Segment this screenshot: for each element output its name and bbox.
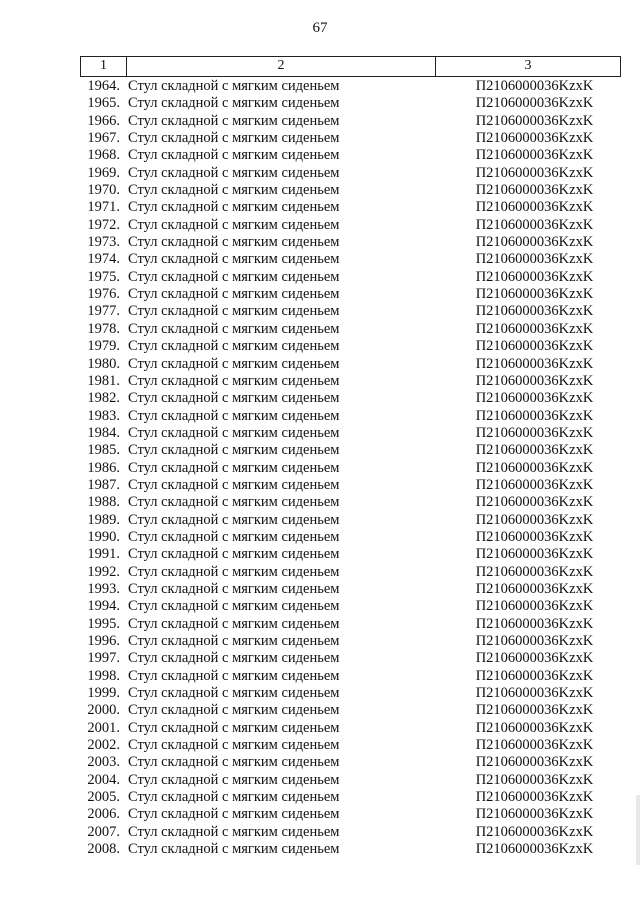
table-row [80, 616, 621, 633]
item-code: П2106000036KzxK [475, 320, 594, 337]
row-number: 2002. [87, 737, 120, 754]
item-code: П2106000036KzxK [475, 580, 594, 597]
item-name: Стул складной с мягким сиденьем [128, 546, 340, 563]
table-row [80, 754, 621, 771]
row-number: 1997. [87, 650, 120, 667]
column-header-1: 1 [80, 57, 127, 76]
item-code: П2106000036KzxK [475, 823, 594, 840]
table-row [80, 789, 621, 806]
item-code: П2106000036KzxK [475, 789, 594, 806]
row-number: 1964. [87, 78, 120, 94]
table-row [80, 199, 621, 216]
item-name: Стул складной с мягким сиденьем [128, 147, 340, 164]
row-number: 1978. [87, 320, 120, 337]
item-name: Стул складной с мягким сиденьем [128, 130, 340, 147]
row-number: 1977. [87, 303, 120, 320]
item-code: П2106000036KzxK [475, 216, 594, 233]
item-name: Стул складной с мягким сиденьем [128, 823, 340, 840]
item-name: Стул складной с мягким сиденьем [128, 303, 340, 320]
item-name: Стул складной с мягким сиденьем [128, 424, 340, 441]
table-row [80, 685, 621, 702]
item-name: Стул складной с мягким сиденьем [128, 112, 340, 129]
table-row [80, 217, 621, 234]
item-name: Стул складной с мягким сиденьем [128, 494, 340, 511]
table-row [80, 130, 621, 147]
column-header-2: 2 [127, 57, 436, 76]
item-code: П2106000036KzxK [475, 528, 594, 545]
item-name: Стул складной с мягким сиденьем [128, 442, 340, 459]
item-code: П2106000036KzxK [475, 234, 594, 251]
item-name: Стул складной с мягким сиденьем [128, 355, 340, 372]
item-code: П2106000036KzxK [475, 685, 594, 702]
table-row [80, 234, 621, 251]
item-code: П2106000036KzxK [475, 95, 594, 112]
item-code: П2106000036KzxK [475, 702, 594, 719]
item-name: Стул складной с мягким сиденьем [128, 251, 340, 268]
item-code: П2106000036KzxK [475, 199, 594, 216]
table-row [80, 477, 621, 494]
row-number: 1990. [87, 528, 120, 545]
row-number: 2005. [87, 789, 120, 806]
item-code: П2106000036KzxK [475, 633, 594, 649]
table-row [80, 702, 621, 719]
row-number: 1993. [87, 580, 120, 597]
row-number: 2001. [87, 719, 120, 736]
table-row [80, 303, 621, 320]
item-code: П2106000036KzxK [475, 546, 594, 563]
item-code: П2106000036KzxK [475, 112, 594, 129]
row-number: 1999. [87, 685, 120, 702]
table-row [80, 668, 621, 685]
item-code: П2106000036KzxK [475, 841, 594, 858]
table-body [80, 78, 621, 858]
item-name: Стул складной с мягким сиденьем [128, 771, 340, 788]
table-row [80, 564, 621, 581]
table-row [80, 356, 621, 373]
item-code: П2106000036KzxK [475, 459, 594, 476]
table-row [80, 373, 621, 390]
table-row [80, 772, 621, 789]
table-row [80, 841, 621, 858]
table-row [80, 425, 621, 442]
item-name: Стул складной с мягким сиденьем [128, 754, 340, 771]
table-row [80, 806, 621, 823]
row-number: 1966. [87, 112, 120, 129]
row-number: 1965. [87, 95, 120, 112]
item-code: П2106000036KzxK [475, 286, 594, 303]
item-name: Стул складной с мягким сиденьем [128, 580, 340, 597]
table-row [80, 321, 621, 338]
item-name: Стул складной с мягким сиденьем [128, 78, 340, 94]
table-row [80, 737, 621, 754]
item-code: П2106000036KzxK [475, 407, 594, 424]
table-row [80, 581, 621, 598]
table-row [80, 824, 621, 841]
row-number: 1968. [87, 147, 120, 164]
table-row [80, 442, 621, 459]
row-number: 1972. [87, 216, 120, 233]
row-number: 1995. [87, 615, 120, 632]
row-number: 1981. [87, 372, 120, 389]
table-row [80, 460, 621, 477]
table-row [80, 529, 621, 546]
item-name: Стул складной с мягким сиденьем [128, 476, 340, 493]
row-number: 1998. [87, 667, 120, 684]
item-code: П2106000036KzxK [475, 754, 594, 771]
item-name: Стул складной с мягким сиденьем [128, 164, 340, 181]
item-code: П2106000036KzxK [475, 511, 594, 528]
table-row [80, 598, 621, 615]
item-name: Стул складной с мягким сиденьем [128, 338, 340, 355]
item-code: П2106000036KzxK [475, 442, 594, 459]
item-code: П2106000036KzxK [475, 615, 594, 632]
row-number: 1988. [87, 494, 120, 511]
row-number: 1992. [87, 563, 120, 580]
scan-edge-shadow [636, 795, 640, 865]
item-name: Стул складной с мягким сиденьем [128, 598, 340, 615]
row-number: 1984. [87, 424, 120, 441]
table-row [80, 338, 621, 355]
table-row [80, 165, 621, 182]
row-number: 1979. [87, 338, 120, 355]
item-name: Стул складной с мягким сиденьем [128, 320, 340, 337]
row-number: 1991. [87, 546, 120, 563]
item-name: Стул складной с мягким сиденьем [128, 719, 340, 736]
item-name: Стул складной с мягким сиденьем [128, 390, 340, 407]
item-code: П2106000036KzxK [475, 251, 594, 268]
item-name: Стул складной с мягким сиденьем [128, 286, 340, 303]
item-code: П2106000036KzxK [475, 164, 594, 181]
table-row [80, 494, 621, 511]
item-name: Стул складной с мягким сиденьем [128, 528, 340, 545]
table-row [80, 182, 621, 199]
item-name: Стул складной с мягким сиденьем [128, 268, 340, 285]
item-code: П2106000036KzxK [475, 147, 594, 164]
item-name: Стул складной с мягким сиденьем [128, 372, 340, 389]
item-code: П2106000036KzxK [475, 598, 594, 615]
table-row [80, 251, 621, 268]
item-code: П2106000036KzxK [475, 78, 594, 94]
row-number: 1986. [87, 459, 120, 476]
item-name: Стул складной с мягким сиденьем [128, 650, 340, 667]
item-code: П2106000036KzxK [475, 355, 594, 372]
column-header-3: 3 [436, 57, 621, 76]
item-name: Стул складной с мягким сиденьем [128, 234, 340, 251]
table-row [80, 269, 621, 286]
inventory-table [80, 56, 621, 858]
row-number: 1969. [87, 164, 120, 181]
page-number: 67 [312, 20, 328, 36]
row-number: 1971. [87, 199, 120, 216]
table-row [80, 408, 621, 425]
table-row [80, 78, 621, 95]
item-name: Стул складной с мягким сиденьем [128, 407, 340, 424]
row-number: 1975. [87, 268, 120, 285]
table-row [80, 147, 621, 164]
item-code: П2106000036KzxK [475, 338, 594, 355]
item-name: Стул складной с мягким сиденьем [128, 216, 340, 233]
item-name: Стул складной с мягким сиденьем [128, 95, 340, 112]
item-code: П2106000036KzxK [475, 268, 594, 285]
row-number: 2004. [87, 771, 120, 788]
item-name: Стул складной с мягким сиденьем [128, 199, 340, 216]
row-number: 1974. [87, 251, 120, 268]
item-name: Стул складной с мягким сиденьем [128, 702, 340, 719]
table-row [80, 95, 621, 112]
row-number: 2007. [87, 823, 120, 840]
item-name: Стул складной с мягким сиденьем [128, 737, 340, 754]
row-number: 1976. [87, 286, 120, 303]
item-name: Стул складной с мягким сиденьем [128, 633, 340, 649]
item-name: Стул складной с мягким сиденьем [128, 806, 340, 823]
row-number: 1983. [87, 407, 120, 424]
row-number: 1970. [87, 182, 120, 199]
item-code: П2106000036KzxK [475, 424, 594, 441]
item-code: П2106000036KzxK [475, 303, 594, 320]
item-code: П2106000036KzxK [475, 372, 594, 389]
table-row [80, 546, 621, 563]
table-row [80, 286, 621, 303]
item-code: П2106000036KzxK [475, 563, 594, 580]
row-number: 1973. [87, 234, 120, 251]
item-name: Стул складной с мягким сиденьем [128, 511, 340, 528]
row-number: 2006. [87, 806, 120, 823]
item-code: П2106000036KzxK [475, 390, 594, 407]
table-row [80, 720, 621, 737]
item-code: П2106000036KzxK [475, 806, 594, 823]
item-name: Стул складной с мягким сиденьем [128, 563, 340, 580]
item-name: Стул складной с мягким сиденьем [128, 459, 340, 476]
row-number: 1982. [87, 390, 120, 407]
item-code: П2106000036KzxK [475, 667, 594, 684]
row-number: 1989. [87, 511, 120, 528]
table-row [80, 113, 621, 130]
item-code: П2106000036KzxK [475, 476, 594, 493]
item-name: Стул складной с мягким сиденьем [128, 841, 340, 858]
table-row [80, 633, 621, 650]
item-code: П2106000036KzxK [475, 130, 594, 147]
item-code: П2106000036KzxK [475, 719, 594, 736]
row-number: 1967. [87, 130, 120, 147]
table-row [80, 390, 621, 407]
row-number: 1980. [87, 355, 120, 372]
row-number: 1996. [87, 633, 120, 649]
row-number: 1994. [87, 598, 120, 615]
item-name: Стул складной с мягким сиденьем [128, 685, 340, 702]
table-header-row [80, 56, 621, 77]
item-code: П2106000036KzxK [475, 650, 594, 667]
row-number: 1985. [87, 442, 120, 459]
item-name: Стул складной с мягким сиденьем [128, 789, 340, 806]
row-number: 2003. [87, 754, 120, 771]
item-name: Стул складной с мягким сиденьем [128, 667, 340, 684]
row-number: 1987. [87, 476, 120, 493]
item-code: П2106000036KzxK [475, 494, 594, 511]
item-code: П2106000036KzxK [475, 771, 594, 788]
item-code: П2106000036KzxK [475, 737, 594, 754]
table-row [80, 650, 621, 667]
item-name: Стул складной с мягким сиденьем [128, 182, 340, 199]
row-number: 2000. [87, 702, 120, 719]
row-number: 2008. [87, 841, 120, 858]
item-code: П2106000036KzxK [475, 182, 594, 199]
item-name: Стул складной с мягким сиденьем [128, 615, 340, 632]
table-row [80, 512, 621, 529]
